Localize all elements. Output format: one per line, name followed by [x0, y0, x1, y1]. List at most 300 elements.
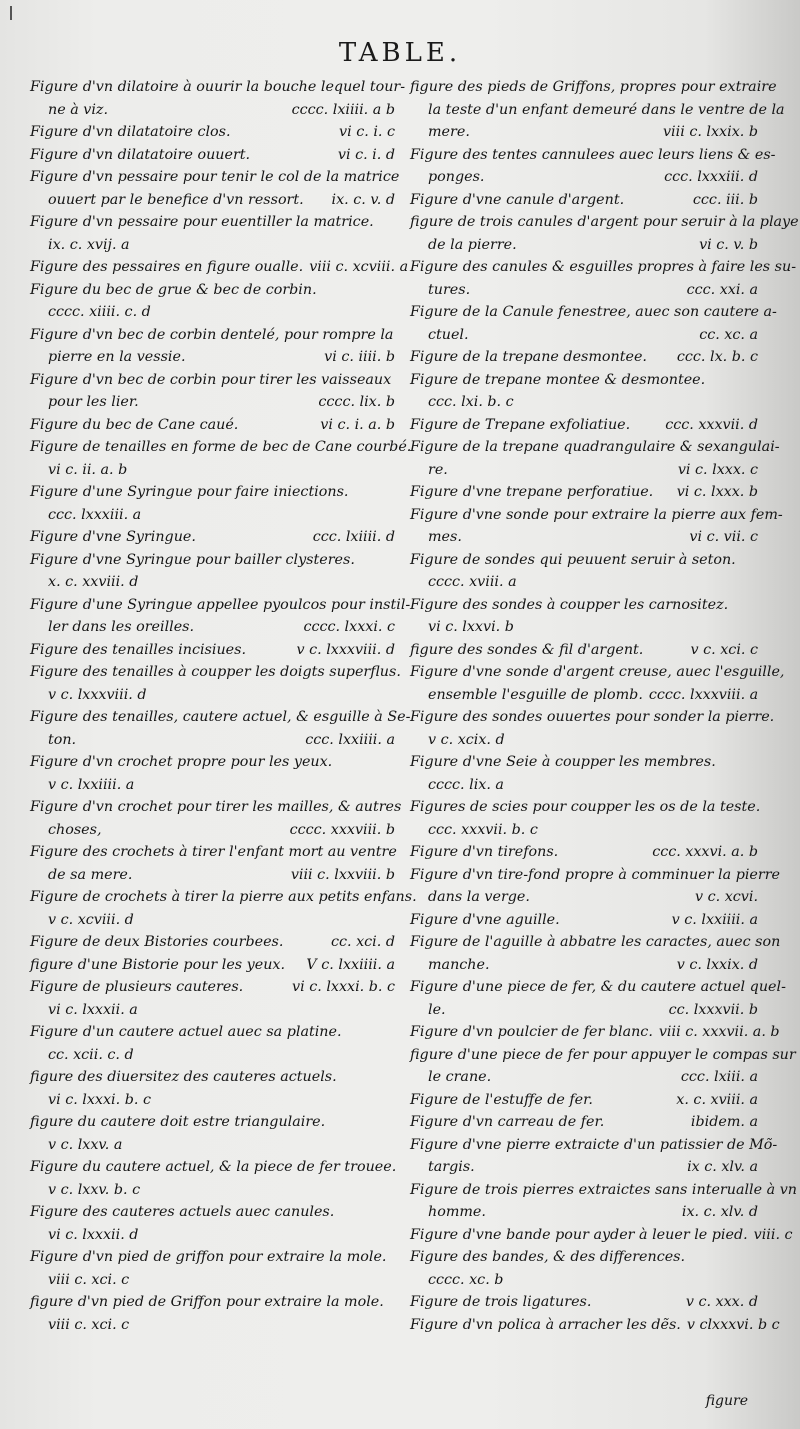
- entry-line: [410, 76, 777, 99]
- entry-text: Figure d'vn crochet propre pour les yeux.: [30, 754, 333, 770]
- entry-reference: viii. c: [753, 1226, 793, 1243]
- entry-line: [410, 886, 758, 909]
- entry-text: ouuert par le benefice d'vn ressort.: [48, 191, 304, 208]
- entry-text: Figure des cauteres actuels auec canules.: [30, 1204, 335, 1220]
- entry-text: de sa mere.: [48, 866, 133, 883]
- entry-text: ccc. lxxxiii. a: [48, 506, 142, 523]
- entry-text: ccc. xxxvii. b. c: [428, 821, 538, 838]
- entry-text: Figure du cautere actuel, & la piece de fer trouee.: [30, 1159, 397, 1175]
- entry-text: Figure de trois pierres extraictes sans interualle à vn: [410, 1181, 797, 1198]
- entry-reference: V c. lxxiiii. a: [306, 956, 395, 973]
- index-entry: [30, 144, 395, 167]
- index-entry: [410, 1246, 758, 1291]
- index-entry: [410, 1044, 796, 1089]
- index-entry: [410, 436, 780, 481]
- entry-text: Figures de scies pour coupper les os de la teste.: [410, 799, 761, 815]
- entry-line: [410, 1066, 758, 1089]
- entry-reference: vi c. i. d: [337, 146, 395, 163]
- index-entry: [410, 1134, 778, 1179]
- entry-text: Figure d'une Syringue appellee pyoulcos pour instil-: [30, 596, 411, 613]
- index-entry: [30, 1111, 395, 1156]
- entry-line: [30, 706, 411, 729]
- entry-line: [30, 234, 395, 257]
- index-entry: [410, 1089, 758, 1112]
- entry-text: v c. lxxv. b. c: [48, 1181, 141, 1198]
- index-entry: [410, 549, 758, 594]
- entry-text: v c. xcviii. d: [48, 911, 134, 928]
- entry-text: v c. xcix. d: [428, 731, 505, 748]
- index-entry: [410, 706, 775, 751]
- index-entry: [30, 166, 400, 211]
- entry-line: [410, 414, 758, 437]
- entry-text: Figure des tenailles à coupper les doigts superflus.: [30, 664, 401, 680]
- entry-line: [30, 436, 412, 459]
- entry-line: [410, 819, 758, 842]
- entry-line: [30, 1134, 395, 1157]
- entry-line: [30, 256, 409, 279]
- entry-reference: x. c. xviii. a: [676, 1091, 758, 1108]
- entry-line: [30, 144, 395, 167]
- index-entry: [410, 504, 783, 549]
- index-entry: [30, 256, 409, 279]
- entry-reference: ccc. lxxxiii. d: [664, 169, 758, 185]
- entry-text: Figure de trepane montee & desmontee.: [410, 371, 706, 388]
- index-entry: [410, 1291, 758, 1314]
- entry-text: Figure de sondes qui peuuent seruir à seton.: [410, 551, 736, 568]
- entry-text: Figure d'vn poulcier de fer blanc.: [410, 1024, 653, 1040]
- entry-text: ensemble l'esguille de plomb.: [428, 686, 643, 703]
- entry-text: Figure de trois ligatures.: [410, 1294, 592, 1310]
- entry-text: Figure des tenailles, cautere actuel, & esguille à Se-: [30, 709, 411, 725]
- entry-text: tures.: [428, 281, 471, 298]
- entry-text: Figure d'vn tirefons.: [410, 844, 559, 860]
- entry-reference: cccc. xxxviii. b: [289, 821, 395, 838]
- entry-reference: ccc. lx. b. c: [676, 349, 758, 365]
- entry-line: [410, 954, 758, 977]
- entry-line: [30, 886, 417, 909]
- entry-line: [30, 954, 395, 977]
- entry-text: la teste d'un enfant demeuré dans le ventre de la: [428, 101, 785, 118]
- index-entry: [410, 841, 758, 864]
- entry-text: re.: [428, 461, 448, 478]
- entry-text: Figure d'vne sonde d'argent creuse, auec l'esguille,: [410, 664, 785, 680]
- entry-line: [410, 841, 758, 864]
- entry-text: vi c. lxxxii. d: [48, 1226, 139, 1243]
- entry-line: [410, 459, 758, 482]
- entry-text: Figure d'vne Syringue.: [30, 529, 196, 545]
- entry-text: Figure d'vne bande pour ayder à leuer le pied.: [410, 1226, 748, 1243]
- entry-line: [410, 774, 758, 797]
- entry-line: [410, 436, 780, 459]
- right-column: [410, 76, 799, 1336]
- entry-line: [410, 279, 758, 302]
- entry-text: pour les lier.: [48, 394, 139, 410]
- entry-line: [410, 1089, 758, 1112]
- entry-line: [30, 324, 395, 347]
- entry-text: mes.: [428, 529, 462, 545]
- index-entry: [410, 796, 761, 841]
- entry-line: [30, 481, 395, 504]
- entry-text: figure des pieds de Griffons, propres pour extraire: [410, 79, 777, 95]
- entry-line: [30, 999, 395, 1022]
- entry-line: [410, 1134, 778, 1157]
- entry-text: v c. lxxxviii. d: [48, 686, 147, 703]
- entry-line: [30, 931, 395, 954]
- entry-line: [410, 909, 758, 932]
- entry-text: figure des diuersitez des cauteres actuels.: [30, 1069, 337, 1085]
- index-entry: [30, 661, 401, 706]
- entry-text: ton.: [48, 731, 77, 748]
- index-entry: [410, 346, 758, 369]
- entry-text: mere.: [428, 124, 470, 140]
- entry-text: Figure d'vne aguille.: [410, 911, 560, 928]
- entry-text: manche.: [428, 956, 490, 973]
- entry-text: Figure d'vn polica à arracher les dẽs.: [410, 1316, 681, 1333]
- entry-text: Figure des crochets à tirer l'enfant mort au ventre: [30, 844, 397, 860]
- entry-line: [30, 346, 395, 369]
- entry-reference: vi c. vii. c: [689, 529, 758, 545]
- entry-text: cccc. xviii. a: [428, 574, 517, 590]
- entry-reference: ccc. iii. b: [692, 191, 758, 208]
- entry-reference: ix c. xlv. a: [687, 1159, 758, 1175]
- index-entry: [30, 1021, 395, 1066]
- entry-text: ne à viz.: [48, 101, 109, 118]
- entry-line: [30, 1269, 395, 1292]
- index-entry: [410, 864, 781, 909]
- index-entry: [410, 144, 776, 189]
- entry-line: [410, 931, 781, 954]
- entry-text: dans la verge.: [428, 889, 530, 905]
- entry-reference: vi c. i. a. b: [320, 416, 395, 433]
- index-entry: [410, 369, 758, 414]
- entry-text: cccc. xiiii. c. d: [48, 304, 151, 320]
- entry-line: [410, 1246, 758, 1269]
- entry-line: [30, 76, 406, 99]
- entry-text: v c. lxxv. a: [48, 1136, 123, 1153]
- entry-line: [410, 234, 758, 257]
- index-entry: [410, 1179, 797, 1224]
- entry-line: [410, 616, 758, 639]
- index-entry: [30, 954, 395, 977]
- index-entry: [30, 549, 395, 594]
- entry-text: Figure de l'aguille à abbatre les caractes, auec son: [410, 934, 781, 950]
- entry-reference: viii c. lxxix. b: [662, 124, 758, 140]
- index-entry: [410, 211, 799, 256]
- entry-text: Figure des bandes, & des differences.: [410, 1249, 686, 1265]
- entry-line: [30, 639, 395, 662]
- entry-line: [30, 279, 395, 302]
- entry-text: Figure des sondes à coupper les carnositez.: [410, 596, 729, 613]
- entry-text: Figure d'vn dilatoire à ouurir la bouche lequel tour-: [30, 79, 406, 95]
- entry-reference: ccc. xxi. a: [686, 281, 758, 298]
- entry-text: ctuel.: [428, 326, 469, 343]
- entry-text: Figure d'vne pierre extraicte d'un patissier de Mõ-: [410, 1136, 778, 1153]
- entry-line: [410, 1314, 780, 1337]
- index-entry: [410, 414, 758, 437]
- entry-line: [410, 1201, 758, 1224]
- entry-reference: ix. c. xlv. d: [681, 1204, 758, 1220]
- entry-text: figure d'une piece de fer pour appuyer le compas sur: [410, 1046, 796, 1063]
- entry-reference: ccc. lxiiii. d: [312, 529, 395, 545]
- index-entry: [410, 301, 777, 346]
- entry-reference: cc. xc. a: [699, 326, 758, 343]
- entry-line: [410, 504, 783, 527]
- index-entry: [410, 594, 758, 639]
- entry-reference: cccc. lxxxi. c: [303, 619, 395, 635]
- entry-reference: viii c. lxxviii. b: [290, 866, 395, 883]
- catchword: figure: [705, 1393, 748, 1409]
- entry-text: Figure d'vne canule d'argent.: [410, 191, 625, 208]
- entry-text: x. c. xxviii. d: [48, 574, 139, 590]
- entry-line: [30, 684, 395, 707]
- entry-line: [30, 1044, 395, 1067]
- entry-line: [410, 639, 758, 662]
- entry-reference: cccc. lix. b: [318, 394, 395, 410]
- entry-line: [410, 1156, 758, 1179]
- entry-line: [30, 1291, 395, 1314]
- entry-line: [30, 1156, 395, 1179]
- entry-reference: v c. xcvi.: [695, 889, 758, 905]
- entry-line: [30, 1246, 395, 1269]
- entry-line: [30, 1201, 395, 1224]
- entry-text: Figure des pessaires en figure oualle.: [30, 259, 304, 275]
- entry-line: [410, 1291, 758, 1314]
- entry-line: [410, 481, 758, 504]
- entry-reference: ccc. xxxvii. d: [665, 416, 758, 433]
- entry-line: [30, 751, 395, 774]
- entry-text: figure d'une Bistorie pour les yeux.: [30, 956, 286, 973]
- entry-line: [410, 189, 758, 212]
- entry-line: [410, 684, 758, 707]
- entry-text: Figure d'une piece de fer, & du cautere actuel quel-: [410, 979, 786, 995]
- entry-line: [30, 1021, 395, 1044]
- entry-line: [30, 1314, 395, 1337]
- entry-line: [410, 121, 758, 144]
- entry-reference: ccc. lxiii. a: [680, 1069, 758, 1085]
- entry-line: [30, 1224, 395, 1247]
- entry-text: Figure des tenailles incisiues.: [30, 641, 247, 658]
- index-entry: [30, 886, 417, 931]
- index-entry: [410, 661, 785, 706]
- entry-reference: vi c. i. c: [339, 124, 395, 140]
- entry-line: [410, 144, 776, 167]
- entry-line: [30, 459, 395, 482]
- entry-text: Figure de tenailles en forme de bec de Cane courbé.: [30, 439, 412, 455]
- entry-text: Figure des tentes cannulees auec leurs liens & es-: [410, 146, 776, 163]
- entry-reference: ccc. xxxvi. a. b: [652, 844, 758, 860]
- entry-text: ler dans les oreilles.: [48, 619, 195, 635]
- entry-line: [410, 976, 786, 999]
- entry-line: [410, 661, 785, 684]
- entry-line: [30, 976, 395, 999]
- index-entry: [410, 976, 786, 1021]
- entry-reference: ccc. lxxiiii. a: [305, 731, 395, 748]
- entry-text: homme.: [428, 1204, 486, 1220]
- index-entry: [30, 121, 395, 144]
- index-entry: [410, 751, 758, 796]
- entry-text: Figure d'vn pessaire pour euentiller la matrice.: [30, 214, 374, 230]
- index-entry: [30, 976, 395, 1021]
- entry-line: [30, 211, 395, 234]
- entry-reference: vi c. lxxx. c: [677, 461, 758, 478]
- index-entry: [30, 436, 412, 481]
- entry-text: figure du cautere doit estre triangulaire.: [30, 1114, 326, 1130]
- entry-line: [410, 751, 758, 774]
- entry-line: [410, 391, 758, 414]
- entry-line: [30, 504, 395, 527]
- index-entry: [30, 841, 395, 886]
- entry-text: Figure d'vne sonde pour extraire la pierre aux fem-: [410, 506, 783, 523]
- entry-line: [30, 729, 395, 752]
- entry-line: [30, 166, 400, 189]
- index-entry: [410, 931, 781, 976]
- entry-line: [410, 324, 758, 347]
- entry-text: v c. lxxiiii. a: [48, 776, 135, 793]
- entry-reference: v c. lxxxviii. d: [296, 641, 395, 658]
- margin-mark: [10, 6, 12, 20]
- entry-line: [410, 1044, 796, 1067]
- entry-line: [410, 211, 799, 234]
- index-entry: [30, 324, 395, 369]
- page-title: TABLE.: [338, 38, 462, 68]
- entry-text: le crane.: [428, 1069, 492, 1085]
- index-entry: [410, 1224, 793, 1247]
- index-entry: [30, 1201, 395, 1246]
- entry-line: [30, 661, 401, 684]
- index-entry: [30, 76, 406, 121]
- index-entry: [410, 1111, 758, 1134]
- entry-reference: v clxxxvi. b c: [686, 1316, 780, 1333]
- entry-text: cccc. xc. b: [428, 1271, 504, 1288]
- entry-text: Figure d'vn tire-fond propre à comminuer la pierre: [410, 866, 781, 883]
- entry-text: Figure des sondes ouuertes pour sonder la pierre.: [410, 709, 775, 725]
- entry-reference: cc. xci. d: [331, 934, 395, 950]
- entry-line: [30, 1111, 395, 1134]
- entry-line: [410, 1021, 780, 1044]
- entry-text: Figure d'vn bec de corbin pour tirer les vaisseaux: [30, 371, 392, 388]
- entry-text: vi c. lxxxi. b. c: [48, 1091, 151, 1108]
- entry-text: le.: [428, 1001, 446, 1018]
- entry-line: [410, 346, 758, 369]
- entry-line: [30, 549, 395, 572]
- entry-text: de la pierre.: [428, 236, 517, 253]
- entry-text: Figure d'vne Syringue pour bailler clysteres.: [30, 551, 355, 568]
- entry-reference: v c. xci. c: [690, 641, 758, 658]
- entry-reference: cccc. lxxxviii. a: [648, 686, 759, 703]
- entry-reference: ibidem. a: [690, 1114, 758, 1130]
- entry-line: [410, 549, 758, 572]
- entry-reference: ix. c. v. d: [331, 191, 395, 208]
- index-entry: [410, 909, 758, 932]
- index-entry: [30, 639, 395, 662]
- entry-text: vi c. lxxvi. b: [428, 619, 514, 635]
- index-entry: [30, 931, 395, 954]
- index-entry: [410, 76, 785, 144]
- entry-line: [30, 594, 411, 617]
- index-entry: [30, 481, 395, 526]
- entry-reference: vi c. iiii. b: [324, 349, 395, 365]
- entry-text: Figure d'vn dilatatoire ouuert.: [30, 146, 251, 163]
- entry-reference: cccc. lxiiii. a b: [291, 101, 395, 118]
- entry-text: vi c. lxxxii. a: [48, 1001, 138, 1018]
- index-entry: [410, 481, 758, 504]
- entry-line: [30, 369, 395, 392]
- entry-text: ponges.: [428, 169, 485, 185]
- entry-text: Figure d'un cautere actuel auec sa platine.: [30, 1024, 342, 1040]
- entry-text: figure d'vn pied de Griffon pour extraire la mole.: [30, 1294, 384, 1310]
- entry-line: [30, 616, 395, 639]
- entry-line: [30, 526, 395, 549]
- entry-line: [410, 796, 761, 819]
- entry-text: Figure d'vn crochet pour tirer les mailles, & autres: [30, 799, 402, 815]
- entry-text: Figure d'vn bec de corbin dentelé, pour rompre la: [30, 326, 394, 343]
- index-entry: [30, 594, 411, 639]
- entry-line: [410, 369, 758, 392]
- entry-reference: v c. xxx. d: [685, 1294, 758, 1310]
- entry-line: [30, 391, 395, 414]
- entry-text: viii c. xci. c: [48, 1271, 130, 1288]
- entry-line: [410, 526, 758, 549]
- entry-reference: viii c. xcviii. a: [309, 259, 409, 275]
- entry-line: [410, 1269, 758, 1292]
- index-entry: [30, 1291, 395, 1336]
- entry-line: [30, 99, 395, 122]
- entry-text: Figure de crochets à tirer la pierre aux petits enfans.: [30, 889, 417, 905]
- left-column: [30, 76, 417, 1336]
- entry-text: Figure du bec de grue & bec de corbin.: [30, 281, 317, 298]
- entry-line: [30, 1066, 395, 1089]
- index-entry: [410, 256, 797, 301]
- entry-text: Figure de Trepane exfoliatiue.: [410, 416, 631, 433]
- entry-line: [30, 121, 395, 144]
- entry-text: Figure d'vne Seie à coupper les membres.: [410, 754, 716, 770]
- entry-text: figure des sondes & fil d'argent.: [410, 641, 644, 658]
- index-entry: [30, 706, 411, 751]
- index-entry: [30, 414, 395, 437]
- index-entry: [30, 1156, 395, 1201]
- index-entry: [410, 1021, 780, 1044]
- entry-text: cc. xcii. c. d: [48, 1046, 134, 1063]
- entry-text: Figure d'une Syringue pour faire iniections.: [30, 484, 349, 500]
- entry-line: [410, 999, 758, 1022]
- entry-text: ix. c. xvij. a: [48, 236, 130, 253]
- entry-reference: cc. lxxxvii. b: [668, 1001, 758, 1018]
- index-entry: [30, 796, 402, 841]
- entry-text: Figure de la trepane quadrangulaire & sexangulai-: [410, 439, 780, 455]
- entry-line: [30, 1089, 395, 1112]
- entry-line: [410, 571, 758, 594]
- index-entry: [30, 526, 395, 549]
- entry-line: [30, 1179, 395, 1202]
- entry-reference: v c. lxxix. d: [676, 956, 758, 973]
- entry-text: Figure de la Canule fenestree, auec son cautere a-: [410, 304, 777, 320]
- entry-line: [410, 1179, 797, 1202]
- index-entry: [30, 211, 395, 256]
- entry-text: Figure d'vn dilatatoire clos.: [30, 124, 231, 140]
- entry-line: [30, 819, 395, 842]
- index-entry: [30, 369, 395, 414]
- entry-line: [410, 256, 797, 279]
- entry-text: vi c. ii. a. b: [48, 461, 128, 478]
- index-entry: [30, 279, 395, 324]
- entry-text: pierre en la vessie.: [48, 349, 186, 365]
- entry-text: Figure du bec de Cane caué.: [30, 416, 239, 433]
- entry-line: [30, 774, 395, 797]
- entry-line: [30, 571, 395, 594]
- entry-text: Figure d'vn carreau de fer.: [410, 1114, 605, 1130]
- entry-text: Figure d'vn pessaire pour tenir le col de la matrice: [30, 169, 400, 185]
- entry-line: [410, 1111, 758, 1134]
